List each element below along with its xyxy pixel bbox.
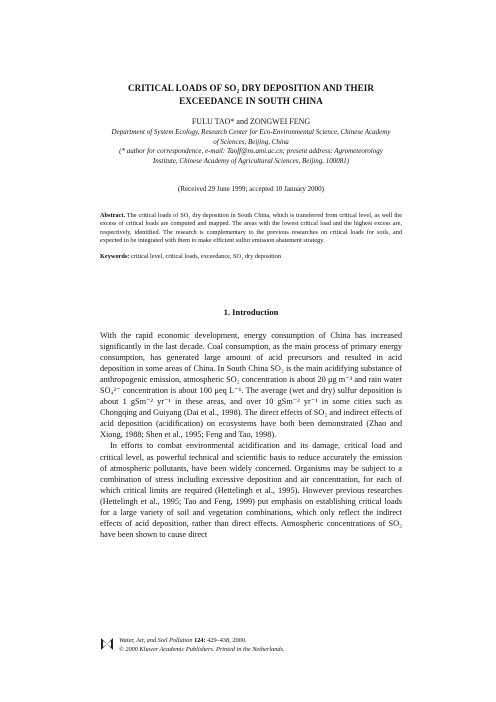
citation <box>119 637 285 654</box>
introduction-body <box>100 330 402 540</box>
abstract-label: Abstract. <box>100 212 126 219</box>
abstract <box>100 212 402 246</box>
affiliation-line-1: Department of System Ecology, Research Center for Eco-Environmental Science, Chinese Academy <box>111 128 391 136</box>
copyright-line: © 2000 Kluwer Academic Publishers. Printed in the Netherlands. <box>119 645 285 653</box>
paper-title <box>100 82 402 108</box>
affiliation-line-4: Institute, Chinese Academy of Agricultural Sciences, Beijing, 100081) <box>152 156 350 165</box>
journal-volume: 124: <box>194 637 206 644</box>
abstract-text: The critical loads of SO₂ dry deposition in South China, which is transferred from critical level, as well the excess of critical loads are computed and mapped. The areas with the lowest critical load and the highest excess are, respectively, identified. The research is complementary to the previous researches on critical loads for soils, and expected to be integrated with them to make efficient sulfur emission abatement strategy. <box>100 212 402 245</box>
keywords <box>100 253 402 261</box>
paragraph: With the rapid economic development, energy consumption of China has increased significantly in the last decade. Coal consumption, as the main process of primary energy consumption, has generated large amount of acid precursors and resulted in acid deposition in some areas of China. In South China SO₂ is the main acidifying substance of anthropogenic emission, atmospheric SO₂ concentration is about 20 μg m⁻³ and rain water SO₄²⁻ concentration is about 100 μeq L⁻¹. The average (wet and dry) sulfur deposition is about 1 gSm⁻² yr⁻¹ in these areas, and over 10 gSm⁻² yr⁻¹ in some cities such as Chongqing and Guiyang (Dai et al., 1998). The direct effects of SO₂ and indirect effects of acid deposition (acidification) on ecosystems have both been demonstrated (Zhao and Xiong, 1988; Shen et al., 1995; Feng and Tao, 1998). <box>100 331 402 440</box>
affiliation <box>100 128 402 166</box>
section-heading-introduction: 1. Introduction <box>223 307 279 317</box>
affiliation-line-3: (* author for correspondence, e-mail: Taoff@ns.ami.ac.cn; present address: Agrometeorology <box>119 147 383 155</box>
title-line-1: CRITICAL LOADS OF SO₂ DRY DEPOSITION AND THEIR <box>128 83 374 93</box>
affiliation-line-2: of Sciences, Beijing, China <box>213 137 289 146</box>
journal-name: Water, Air, and Soil Pollution <box>119 637 193 644</box>
title-line-2: EXCEEDANCE IN SOUTH CHINA <box>179 96 323 106</box>
received-dates: (Received 29 June 1999; accepted 10 January 2000) <box>178 185 324 193</box>
keywords-text: critical level, critical loads, exceedance, SO₂ dry deposition <box>129 253 282 260</box>
journal-pages: 429–438, 2000. <box>205 637 247 644</box>
publisher-logo-icon <box>100 637 114 651</box>
keywords-label: Keywords: <box>100 253 130 260</box>
citation-line <box>119 637 285 646</box>
author-list: FULU TAO* and ZONGWEI FENG <box>191 117 311 126</box>
paragraph: In efforts to combat environmental acidification and its damage, critical load and critical level, as powerful technical and scientific basis to reduce accurately the emission of atmospheric pollutants, have been widely concerned. Organisms may be subject to a combination of stress including excessive deposition and air concentration, for each of which critical limits are required (Hettelingh et al., 1995). However previous researches (Hettelingh et al., 1995; Tao and Feng, 1999) put emphasis on establishing critical loads for a large variety of soil and vegetation combinations, which only reflect the indirect effects of acid deposition, rather than direct effects. Atmospheric concentrations of SO₂ have been shown to cause direct <box>100 441 402 539</box>
